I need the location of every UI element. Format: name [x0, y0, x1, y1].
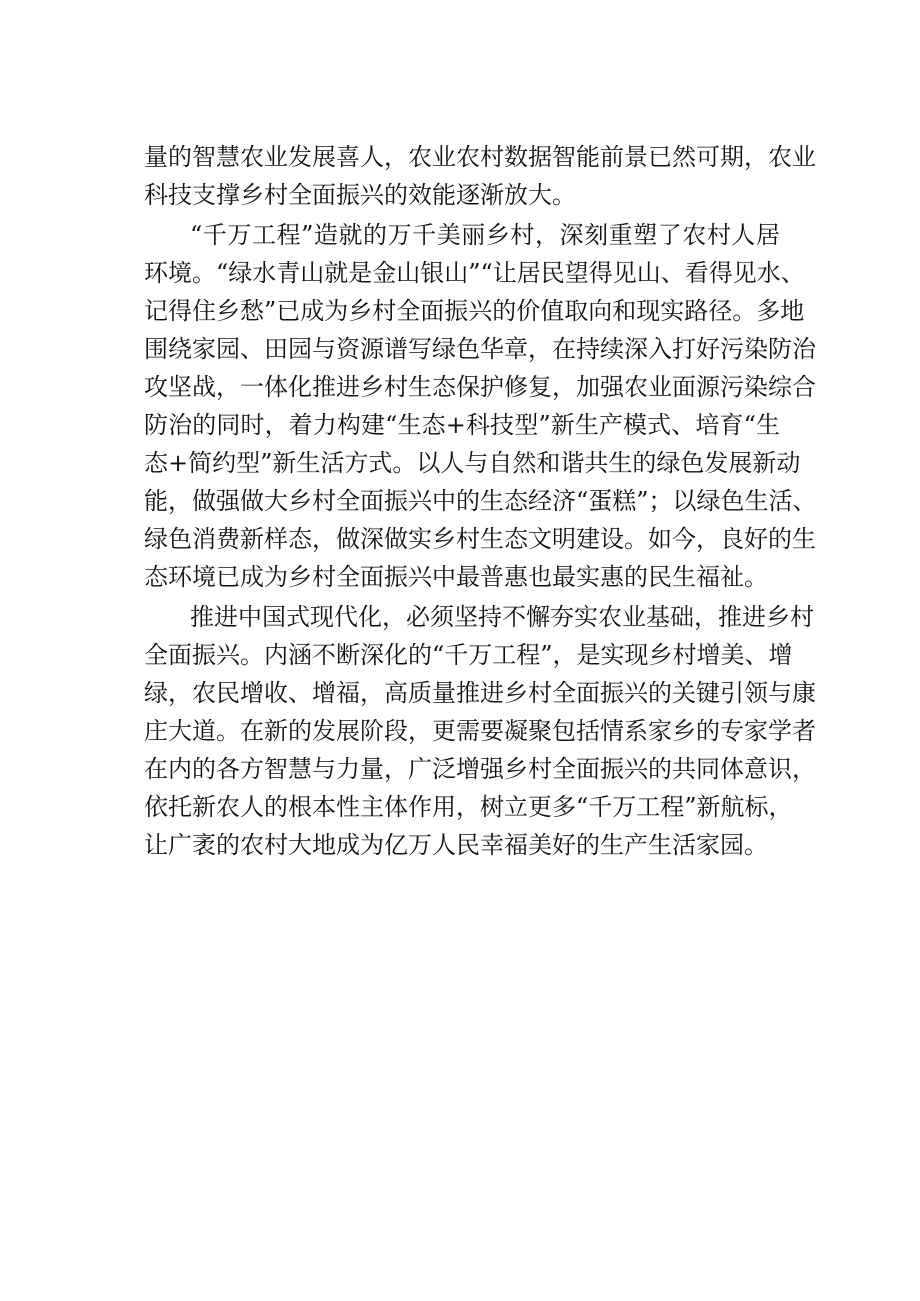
paragraph-line: 记得住乡愁”已成为乡村全面振兴的价值取向和现实路径。多地	[144, 297, 805, 325]
paragraph-line: 防治的同时，着力构建“生态+科技型”新生产模式、培育“生	[144, 411, 780, 439]
paragraph-line: 绿，农民增收、增福，高质量推进乡村全面振兴的关键引领与康	[144, 679, 816, 707]
paragraph-line: 态+简约型”新生活方式。以人与自然和谐共生的绿色发展新动	[144, 449, 801, 477]
paragraph-line: 庄大道。在新的发展阶段，更需要凝聚包括情系家乡的专家学者	[144, 717, 816, 745]
paragraph-line: 攻坚战，一体化推进乡村生态保护修复，加强农业面源污染综合	[144, 373, 816, 401]
paragraph-line: 全面振兴。内涵不断深化的“千万工程”，是实现乡村增美、增	[144, 641, 793, 669]
paragraph-line: 推进中国式现代化，必须坚持不懈夯实农业基础，推进乡村	[190, 603, 814, 631]
paragraph-line: 态环境已成为乡村全面振兴中最普惠也最实惠的民生福祉。	[144, 563, 768, 591]
paragraph-line: 环境。“绿水青山就是金山银山”“让居民望得见山、看得见水、	[144, 259, 805, 287]
paragraph-line: “千万工程”造就的万千美丽乡村，深刻重塑了农村人居	[190, 221, 780, 249]
paragraph-3	[144, 598, 816, 864]
paragraph-line: 让广袤的农村大地成为亿万人民幸福美好的生产生活家园。	[144, 831, 768, 859]
paragraph-line: 在内的各方智慧与力量，广泛增强乡村全面振兴的共同体意识，	[144, 755, 816, 783]
paragraph-line: 依托新农人的根本性主体作用，树立更多“千万工程”新航标，	[144, 793, 793, 821]
paragraph-2	[144, 216, 817, 596]
paragraph-line: 科技支撑乡村全面振兴的效能逐渐放大。	[144, 181, 576, 209]
paragraph-line: 围绕家园、田园与资源谱写绿色华章，在持续深入打好污染防治	[144, 335, 816, 363]
paragraph-line: 绿色消费新样态，做深做实乡村生态文明建设。如今，良好的生	[144, 525, 816, 553]
paragraph-line: 能，做强做大乡村全面振兴中的生态经济“蛋糕”；以绿色生活、	[144, 487, 817, 515]
paragraph-1	[144, 138, 816, 214]
paragraph-line: 量的智慧农业发展喜人，农业农村数据智能前景已然可期，农业	[144, 143, 816, 171]
document-body	[144, 138, 817, 864]
